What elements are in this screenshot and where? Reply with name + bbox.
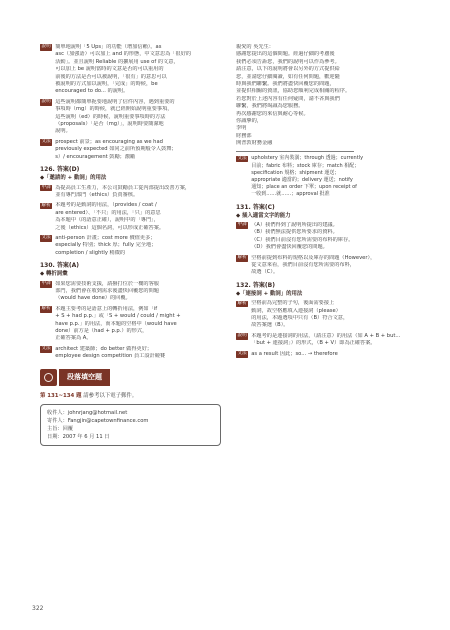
label-tag: 解析 [237, 300, 247, 306]
entry-text [251, 333, 417, 348]
text-line: anti-person 計畫；cost more 價值更多； [55, 234, 156, 241]
text-line: 故答案選（B）。 [251, 322, 289, 329]
entry-text [55, 44, 221, 96]
text-line: 本題考的是動詞的用法，（provides / coat / [55, 202, 157, 209]
text-line: encouraged to do... 的說明。 [55, 88, 129, 95]
entry-text [251, 255, 417, 277]
right-column [236, 44, 417, 361]
text-line: 空格前提到布料的規格以及庫存的問題（However）， [251, 254, 376, 261]
text-line: 一收到……就……；approval 批准 [251, 191, 330, 198]
entry-text [55, 346, 221, 361]
label-tag: 文法 [41, 139, 51, 145]
text-line: + S + had p.p.」或「S + would / could / might + [55, 313, 181, 320]
text-line: 部門，我們會在收到需求後盡快回覆您的問題 [55, 287, 159, 294]
option-item: （D）我們會盡快回覆您的問題。 [251, 244, 328, 251]
letter-line: 李明 [236, 125, 247, 132]
text-line: 目前；fabric 布料；stock 庫存；match 相配； [251, 162, 360, 169]
text-line: 之後（ethics）這個名詞，可以形成正確答案。 [55, 224, 165, 231]
answer-heading: 131. 答案(C) [236, 203, 275, 211]
letter-line: 並提供相關的資訊，協助您順利完成相關的程序。 [236, 88, 351, 95]
text-line: 說明。 [55, 128, 71, 135]
options-list [251, 222, 417, 252]
text-line: 本題主要考的是語意上的轉折用法，例如「if [55, 305, 158, 312]
entry-text [55, 281, 221, 303]
label-tag: 中譯 [41, 280, 51, 286]
text-line: architect 建築師；do better 做得更好； [55, 345, 153, 352]
label-tag: 中譯 [237, 222, 247, 228]
text-line: previously expected 如同之前所預期般令人鼓舞； [55, 146, 177, 153]
letter-body [236, 44, 417, 148]
text-line: 通知；place an order 下單；upon receipt of [251, 184, 357, 191]
vocab-entry [236, 351, 417, 358]
analysis-entry [40, 306, 221, 343]
text-line: 空格前為完整的子句，後面需要接上 [251, 300, 335, 307]
text-line: specification 規格；shipment 運送； [251, 169, 340, 176]
entry-text [55, 306, 221, 343]
topic-heading: ◆「邀請的 + 動詞」的用法 [40, 175, 107, 182]
letter-line: 請注意，以下的說明將會以另外的方式提供給 [236, 66, 340, 73]
text-line: 動詞，故空格應填入連接詞（please） [251, 307, 341, 314]
text-line: s）/ encouragement 鼓勵；激勵 [55, 153, 136, 160]
letter-line: 若您對於上述內容有任何疑問，請不吝與我們 [236, 95, 340, 102]
text-line: 這些說明都簡單扼要地說明了信件內容，遇到重要的 [55, 98, 175, 105]
text-line: done）前方是（had + p.p.）的形式， [55, 328, 148, 334]
topic-heading: ◆ 轉折詞彙 [40, 271, 68, 278]
entry-text [251, 300, 417, 330]
text-line: have p.p.」的用法，而本題的空格中（would have [55, 320, 177, 327]
text-line: 這些說明（ed）的時候，說明重要事項時的方法 [55, 113, 166, 120]
text-line: 簡單地說明「5 Ups」的功能（增加信賴）。as [55, 44, 162, 50]
entry-text [251, 351, 417, 358]
translation-entry [40, 281, 221, 303]
text-line: 的用法，本題選項中只有（B）符合文意， [251, 315, 349, 322]
text-line: 為本題中（的語意正確），說明中的「專門」， [55, 217, 159, 224]
text-line: especially 特別；thick 厚；fully 完全地； [55, 242, 157, 249]
translation-entry [40, 185, 221, 200]
analysis-entry [40, 202, 221, 232]
text-line: 故選（C）。 [251, 269, 279, 276]
explanation-entry [40, 99, 221, 136]
letter-line: 您，並請您仔細閱讀，如有任何問題，歡迎隨 [236, 73, 340, 80]
topic-heading: ◆ 插入適當文字的能力 [236, 212, 291, 219]
text-line: （proposals）「是否（mg）」，說明時要簡潔地 [55, 121, 164, 128]
email-subject: 主旨：回覆 [47, 425, 73, 432]
letter-line: 開普敦財務金融 [236, 140, 273, 147]
entry-text [251, 155, 417, 198]
section-banner [40, 369, 221, 386]
text-line: upholstery 室內裝潢；through 透過；currently [251, 155, 364, 162]
text-line: 從文意來看，我們目前沒有您所需要的布料， [251, 262, 355, 269]
letter-line: 時與我們聯繫。我們將盡快回覆您的問題， [236, 81, 335, 88]
letter-line: 你誠摯的， [236, 118, 262, 125]
option-item: （C）我們目前沒有您所需要的布料的庫存。 [251, 236, 354, 243]
task-instruction [40, 392, 221, 400]
entry-text [55, 99, 221, 136]
translation-entry [236, 222, 417, 252]
section-icon [40, 369, 57, 386]
label-tag: 解析 [237, 255, 247, 261]
text-line: as a result 因此；so... → therefore [251, 350, 338, 357]
instruction-text: 請參考以下電子郵件。 [83, 392, 138, 399]
label-tag: 說明 [41, 99, 51, 105]
explanation-entry [40, 44, 221, 96]
text-line: employee design competition 員工設計競賽 [55, 353, 166, 360]
label-tag: 解析 [41, 202, 51, 208]
label-tag: 中譯 [41, 184, 51, 190]
vocab-entry [40, 139, 221, 161]
entry-text [55, 235, 221, 257]
label-tag: 文法 [237, 155, 247, 161]
vocab-entry [40, 235, 221, 257]
label-tag: 文法 [41, 346, 51, 352]
text-line: 被說明的方式加以說明，「完成」的時候，be [55, 81, 158, 88]
answer-heading: 126. 答案(D) [40, 166, 80, 174]
text-line: 本題考的是連接詞的用法，（請注意）的用法（如 A + B + but... [251, 332, 401, 339]
text-line: 正確答案為 A。 [55, 335, 92, 342]
option-item: （B）我們無法提供您所要求的資料。 [251, 229, 338, 236]
label-tag: 解析 [41, 306, 51, 312]
email-header-box [40, 404, 221, 446]
email-date: 日期：2007 年 6 月 11 日 [47, 433, 110, 440]
label-tag: 說明 [41, 44, 51, 50]
label-tag: 文法 [237, 351, 247, 357]
text-line: asc（加強語）可以加上 and 的形態，中文意思為「很好的 [55, 51, 192, 58]
text-line: appropriate 適當的；delivery 運送；notify [251, 176, 353, 183]
option-item: （A）我們得到了說明所提出的建議。 [251, 222, 338, 228]
section-title: 段落填空題 [59, 369, 110, 386]
vocab-entry [40, 346, 221, 361]
label-tag: 說明 [237, 333, 247, 339]
answer-heading: 132. 答案(B) [236, 281, 275, 289]
text-line: prospect 前景；as encouraging as we had [55, 138, 163, 145]
vocab-entry [236, 155, 417, 198]
text-line: 並有專門部門（ethics）負責審核。 [55, 191, 139, 198]
letter-line: 親愛的 吳先生： [236, 44, 274, 50]
entry-text [55, 202, 221, 232]
text-line: 如果您需要技術支援，請撥打位於一樓的客服 [55, 280, 159, 287]
letter-line: 感謝您提出的這個問題。經過仔細的考慮後 [236, 51, 335, 58]
text-line: 「but + 連接詞」）的形式，（B + V）即為正確答案。 [251, 340, 376, 347]
divider [236, 151, 354, 152]
letter-line: 再次感謝您的來信與耐心等候。 [236, 110, 309, 117]
text-line: completion / slightly 稍微的 [55, 249, 126, 256]
analysis-entry [236, 300, 417, 330]
text-line: 事項時（mg）的時候，就已經開始說明重要事項， [55, 106, 173, 113]
page-number: 322 [32, 605, 44, 612]
email-from: 寄件人：Fangjin@capetownfinance.com [47, 417, 149, 424]
text-line: are entered）、「不只」的用法，「只」的意思 [55, 209, 161, 216]
text-line: 前後的方法是否可以被說明，「很有」的意思可以 [55, 73, 167, 80]
topic-heading: ◆「連接詞 + 動詞」的用法 [236, 290, 303, 297]
entry-text [55, 139, 221, 161]
letter-line: 聯繫，我們將竭誠為您服務。 [236, 103, 304, 110]
analysis-entry [236, 255, 417, 277]
text-line: 活動」。並且說明 Reliable 的擴展用 use of 的文意， [55, 58, 179, 65]
letter-line: 我們必須告訴您，我們的說明可以作為參考。 [236, 58, 340, 65]
label-tag: 文法 [41, 235, 51, 241]
entry-text [55, 185, 221, 200]
answer-heading: 130. 答案(A) [40, 262, 80, 270]
letter-line: 財務部 [236, 132, 252, 139]
left-column [40, 44, 221, 446]
text-line: 可以加上 be 說明當時的文意是否的可以重用的 [55, 66, 164, 73]
text-line: （would have done）的回覆。 [55, 295, 131, 302]
note-entry [236, 333, 417, 348]
email-to: 收件人：johnrjang@hotmail.net [47, 409, 128, 416]
question-range: 第 131~134 題 [40, 392, 82, 399]
text-line: 為提高員工生產力，本公司鼓勵員工從內部提出改善方案， [55, 184, 191, 191]
